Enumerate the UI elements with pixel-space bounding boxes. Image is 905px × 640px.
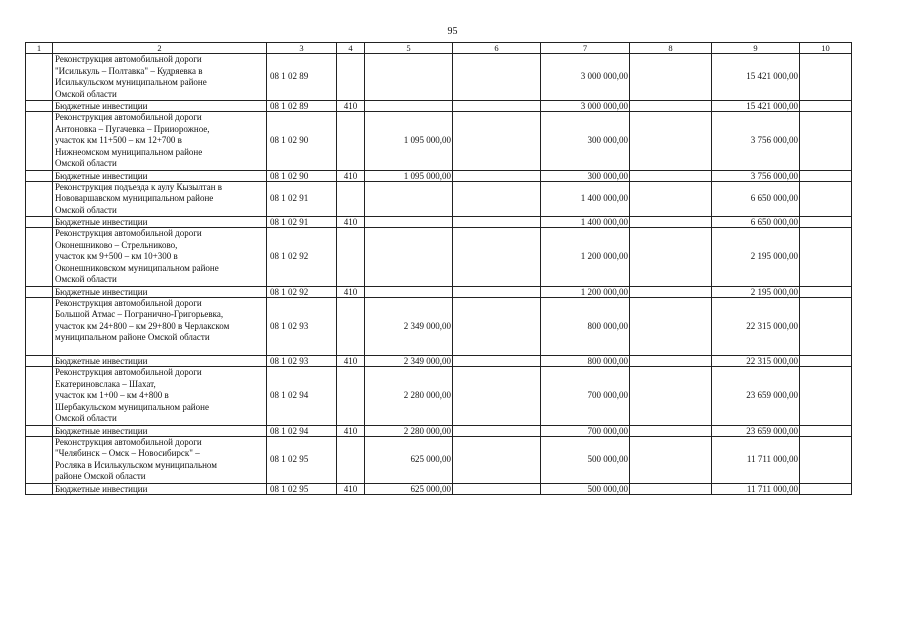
table-header-row xyxy=(26,43,852,54)
amount-cell: 1 095 000,00 xyxy=(365,112,453,171)
amount-cell xyxy=(630,367,712,426)
amount-cell xyxy=(453,228,541,287)
amount-cell xyxy=(800,228,852,287)
item-name-cell: Бюджетные инвестиции xyxy=(53,425,267,436)
subtotal-row xyxy=(26,217,852,228)
row-index-cell xyxy=(26,54,53,101)
amount-cell xyxy=(453,356,541,367)
expense-type-cell xyxy=(337,112,365,171)
amount-cell: 23 659 000,00 xyxy=(712,425,800,436)
item-name-line xyxy=(55,344,264,356)
header-cell: 1 xyxy=(26,43,53,54)
item-name-line: Реконструкция автомобильной дороги xyxy=(55,54,202,64)
row-index-cell xyxy=(26,425,53,436)
amount-cell: 800 000,00 xyxy=(541,356,630,367)
amount-cell xyxy=(453,112,541,171)
row-index-cell xyxy=(26,181,53,217)
amount-cell: 23 659 000,00 xyxy=(712,367,800,426)
budget-code-cell: 08 1 02 95 xyxy=(267,483,337,494)
amount-cell xyxy=(800,286,852,297)
amount-cell xyxy=(800,297,852,356)
row-index-cell xyxy=(26,356,53,367)
item-name-line: Антоновка – Пугачевка – Прииорожное, xyxy=(55,123,210,134)
amount-cell: 3 000 000,00 xyxy=(541,101,630,112)
table-row xyxy=(26,436,852,483)
item-name-line: Омской области xyxy=(55,88,117,99)
budget-code-cell: 08 1 02 95 xyxy=(267,436,337,483)
amount-cell xyxy=(630,181,712,217)
amount-cell xyxy=(800,217,852,228)
expense-type-cell xyxy=(337,297,365,356)
table-row xyxy=(26,112,852,171)
item-name-line: муниципальном районе Омской области xyxy=(55,332,210,342)
budget-code-cell: 08 1 02 94 xyxy=(267,425,337,436)
item-name-line: Реконструкция автомобильной дороги xyxy=(55,297,202,308)
amount-cell: 2 280 000,00 xyxy=(365,367,453,426)
item-name-line: участок км 24+800 – км 29+800 в Черлакском xyxy=(55,320,230,331)
item-name-line: Омской области xyxy=(55,158,117,168)
amount-cell: 15 421 000,00 xyxy=(712,54,800,101)
expense-type-cell: 410 xyxy=(337,170,365,181)
amount-cell xyxy=(365,286,453,297)
expense-type-cell: 410 xyxy=(337,356,365,367)
row-index-cell xyxy=(26,286,53,297)
item-name-line: "Челябинск – Омск – Новосибирск" – xyxy=(55,448,200,458)
item-name-line: Большой Атмас – Погранично-Григорьевка, xyxy=(55,309,224,319)
row-index-cell xyxy=(26,436,53,483)
budget-code-cell: 08 1 02 91 xyxy=(267,217,337,228)
item-name-line: Омской области xyxy=(55,413,117,423)
item-name-line: Реконструкция подъезда к аулу Кызылтан в xyxy=(55,181,223,192)
table-row xyxy=(26,181,852,217)
header-cell: 4 xyxy=(337,43,365,54)
expense-type-cell: 410 xyxy=(337,101,365,112)
amount-cell xyxy=(630,436,712,483)
header-cell: 3 xyxy=(267,43,337,54)
amount-cell: 2 349 000,00 xyxy=(365,297,453,356)
amount-cell xyxy=(453,425,541,436)
budget-code-cell: 08 1 02 90 xyxy=(267,112,337,171)
amount-cell xyxy=(453,170,541,181)
amount-cell xyxy=(630,217,712,228)
item-name-cell xyxy=(53,54,267,101)
amount-cell xyxy=(453,54,541,101)
amount-cell xyxy=(800,112,852,171)
table-row xyxy=(26,54,852,101)
expense-type-cell: 410 xyxy=(337,217,365,228)
amount-cell xyxy=(630,425,712,436)
amount-cell xyxy=(630,101,712,112)
item-name-line: Нововаршавском муниципальном районе xyxy=(55,193,214,203)
budget-code-cell: 08 1 02 92 xyxy=(267,228,337,287)
amount-cell: 2 349 000,00 xyxy=(365,356,453,367)
subtotal-row xyxy=(26,286,852,297)
amount-cell xyxy=(800,483,852,494)
header-cell: 9 xyxy=(712,43,800,54)
amount-cell xyxy=(453,181,541,217)
amount-cell: 22 315 000,00 xyxy=(712,356,800,367)
item-name-line: участок км 11+500 – км 12+700 в xyxy=(55,135,182,145)
header-cell: 5 xyxy=(365,43,453,54)
table-body xyxy=(26,43,852,495)
amount-cell: 11 711 000,00 xyxy=(712,436,800,483)
item-name-line: Шербакульском муниципальном районе xyxy=(55,401,209,412)
amount-cell: 3 756 000,00 xyxy=(712,170,800,181)
budget-code-cell: 08 1 02 93 xyxy=(267,297,337,356)
expense-type-cell xyxy=(337,54,365,101)
subtotal-row xyxy=(26,101,852,112)
amount-cell xyxy=(630,286,712,297)
amount-cell xyxy=(453,217,541,228)
amount-cell: 2 280 000,00 xyxy=(365,425,453,436)
item-name-line: Реконструкция автомобильной дороги xyxy=(55,228,202,238)
expense-type-cell: 410 xyxy=(337,483,365,494)
row-index-cell xyxy=(26,112,53,171)
subtotal-row xyxy=(26,483,852,494)
item-name-cell xyxy=(53,367,267,426)
amount-cell: 1 200 000,00 xyxy=(541,286,630,297)
budget-code-cell: 08 1 02 94 xyxy=(267,367,337,426)
item-name-cell: Бюджетные инвестиции xyxy=(53,101,267,112)
row-index-cell xyxy=(26,367,53,426)
amount-cell xyxy=(365,217,453,228)
amount-cell: 2 195 000,00 xyxy=(712,286,800,297)
item-name-line: Оконешниковском муниципальном районе xyxy=(55,262,219,273)
amount-cell: 500 000,00 xyxy=(541,483,630,494)
amount-cell xyxy=(365,101,453,112)
item-name-cell xyxy=(53,181,267,217)
item-name-line: Нижнеомском муниципальном районе xyxy=(55,146,203,157)
header-cell: 6 xyxy=(453,43,541,54)
amount-cell: 22 315 000,00 xyxy=(712,297,800,356)
amount-cell: 625 000,00 xyxy=(365,483,453,494)
amount-cell xyxy=(800,170,852,181)
amount-cell xyxy=(630,228,712,287)
item-name-line: Оконешниково – Стрельниково, xyxy=(55,239,178,250)
amount-cell xyxy=(365,54,453,101)
header-cell: 7 xyxy=(541,43,630,54)
item-name-cell: Бюджетные инвестиции xyxy=(53,483,267,494)
amount-cell: 800 000,00 xyxy=(541,297,630,356)
item-name-line: Росляка в Исилькульском муниципальном xyxy=(55,459,217,470)
amount-cell xyxy=(630,170,712,181)
amount-cell: 700 000,00 xyxy=(541,425,630,436)
amount-cell xyxy=(800,101,852,112)
amount-cell xyxy=(630,356,712,367)
item-name-cell xyxy=(53,297,267,356)
row-index-cell xyxy=(26,217,53,228)
item-name-line: участок км 9+500 – км 10+300 в xyxy=(55,251,178,261)
amount-cell: 1 095 000,00 xyxy=(365,170,453,181)
item-name-line: Екатериновслака – Шахат, xyxy=(55,378,156,389)
amount-cell xyxy=(630,112,712,171)
amount-cell xyxy=(630,483,712,494)
item-name-line: районе Омской области xyxy=(55,471,146,481)
expense-type-cell xyxy=(337,181,365,217)
budget-code-cell: 08 1 02 89 xyxy=(267,54,337,101)
item-name-cell xyxy=(53,228,267,287)
budget-code-cell: 08 1 02 91 xyxy=(267,181,337,217)
item-name-cell: Бюджетные инвестиции xyxy=(53,356,267,367)
amount-cell xyxy=(453,297,541,356)
amount-cell xyxy=(800,356,852,367)
amount-cell: 11 711 000,00 xyxy=(712,483,800,494)
amount-cell xyxy=(800,425,852,436)
amount-cell: 300 000,00 xyxy=(541,170,630,181)
item-name-cell xyxy=(53,112,267,171)
amount-cell: 6 650 000,00 xyxy=(712,181,800,217)
header-cell: 10 xyxy=(800,43,852,54)
item-name-cell xyxy=(53,436,267,483)
amount-cell: 15 421 000,00 xyxy=(712,101,800,112)
amount-cell: 300 000,00 xyxy=(541,112,630,171)
item-name-cell: Бюджетные инвестиции xyxy=(53,170,267,181)
expense-type-cell xyxy=(337,436,365,483)
header-cell: 8 xyxy=(630,43,712,54)
item-name-line: Реконструкция автомобильной дороги xyxy=(55,112,202,122)
amount-cell xyxy=(630,54,712,101)
amount-cell xyxy=(800,54,852,101)
budget-code-cell: 08 1 02 90 xyxy=(267,170,337,181)
item-name-line: Омской области xyxy=(55,274,117,284)
amount-cell xyxy=(365,228,453,287)
budget-code-cell: 08 1 02 93 xyxy=(267,356,337,367)
table-row xyxy=(26,297,852,356)
budget-code-cell: 08 1 02 92 xyxy=(267,286,337,297)
row-index-cell xyxy=(26,297,53,356)
item-name-line: Реконструкция автомобильной дороги xyxy=(55,436,202,447)
item-name-line: Реконструкция автомобильной дороги xyxy=(55,367,202,377)
subtotal-row xyxy=(26,356,852,367)
header-cell: 2 xyxy=(53,43,267,54)
amount-cell xyxy=(630,297,712,356)
amount-cell xyxy=(800,181,852,217)
page-number: 95 xyxy=(447,26,458,37)
expense-type-cell xyxy=(337,367,365,426)
row-index-cell xyxy=(26,170,53,181)
expense-type-cell xyxy=(337,228,365,287)
amount-cell: 1 400 000,00 xyxy=(541,217,630,228)
amount-cell xyxy=(365,181,453,217)
budget-table xyxy=(25,42,852,495)
subtotal-row xyxy=(26,170,852,181)
expense-type-cell: 410 xyxy=(337,286,365,297)
amount-cell: 500 000,00 xyxy=(541,436,630,483)
amount-cell xyxy=(453,101,541,112)
item-name-cell: Бюджетные инвестиции xyxy=(53,286,267,297)
row-index-cell xyxy=(26,101,53,112)
item-name-line: участок км 1+00 – км 4+800 в xyxy=(55,390,169,400)
amount-cell xyxy=(453,483,541,494)
item-name-line: Омской области xyxy=(55,204,117,215)
amount-cell: 2 195 000,00 xyxy=(712,228,800,287)
amount-cell xyxy=(800,367,852,426)
amount-cell xyxy=(453,286,541,297)
amount-cell xyxy=(453,367,541,426)
row-index-cell xyxy=(26,483,53,494)
amount-cell: 700 000,00 xyxy=(541,367,630,426)
amount-cell: 6 650 000,00 xyxy=(712,217,800,228)
item-name-line: Исилькульском муниципальном районе xyxy=(55,77,207,87)
expense-type-cell: 410 xyxy=(337,425,365,436)
amount-cell xyxy=(453,436,541,483)
amount-cell: 3 000 000,00 xyxy=(541,54,630,101)
table-row xyxy=(26,367,852,426)
amount-cell xyxy=(800,436,852,483)
budget-code-cell: 08 1 02 89 xyxy=(267,101,337,112)
amount-cell: 625 000,00 xyxy=(365,436,453,483)
table-row xyxy=(26,228,852,287)
item-name-cell: Бюджетные инвестиции xyxy=(53,217,267,228)
row-index-cell xyxy=(26,228,53,287)
subtotal-row xyxy=(26,425,852,436)
amount-cell: 3 756 000,00 xyxy=(712,112,800,171)
item-name-line: "Исилькуль – Полтавка" – Кудряевка в xyxy=(55,65,203,76)
amount-cell: 1 200 000,00 xyxy=(541,228,630,287)
amount-cell: 1 400 000,00 xyxy=(541,181,630,217)
